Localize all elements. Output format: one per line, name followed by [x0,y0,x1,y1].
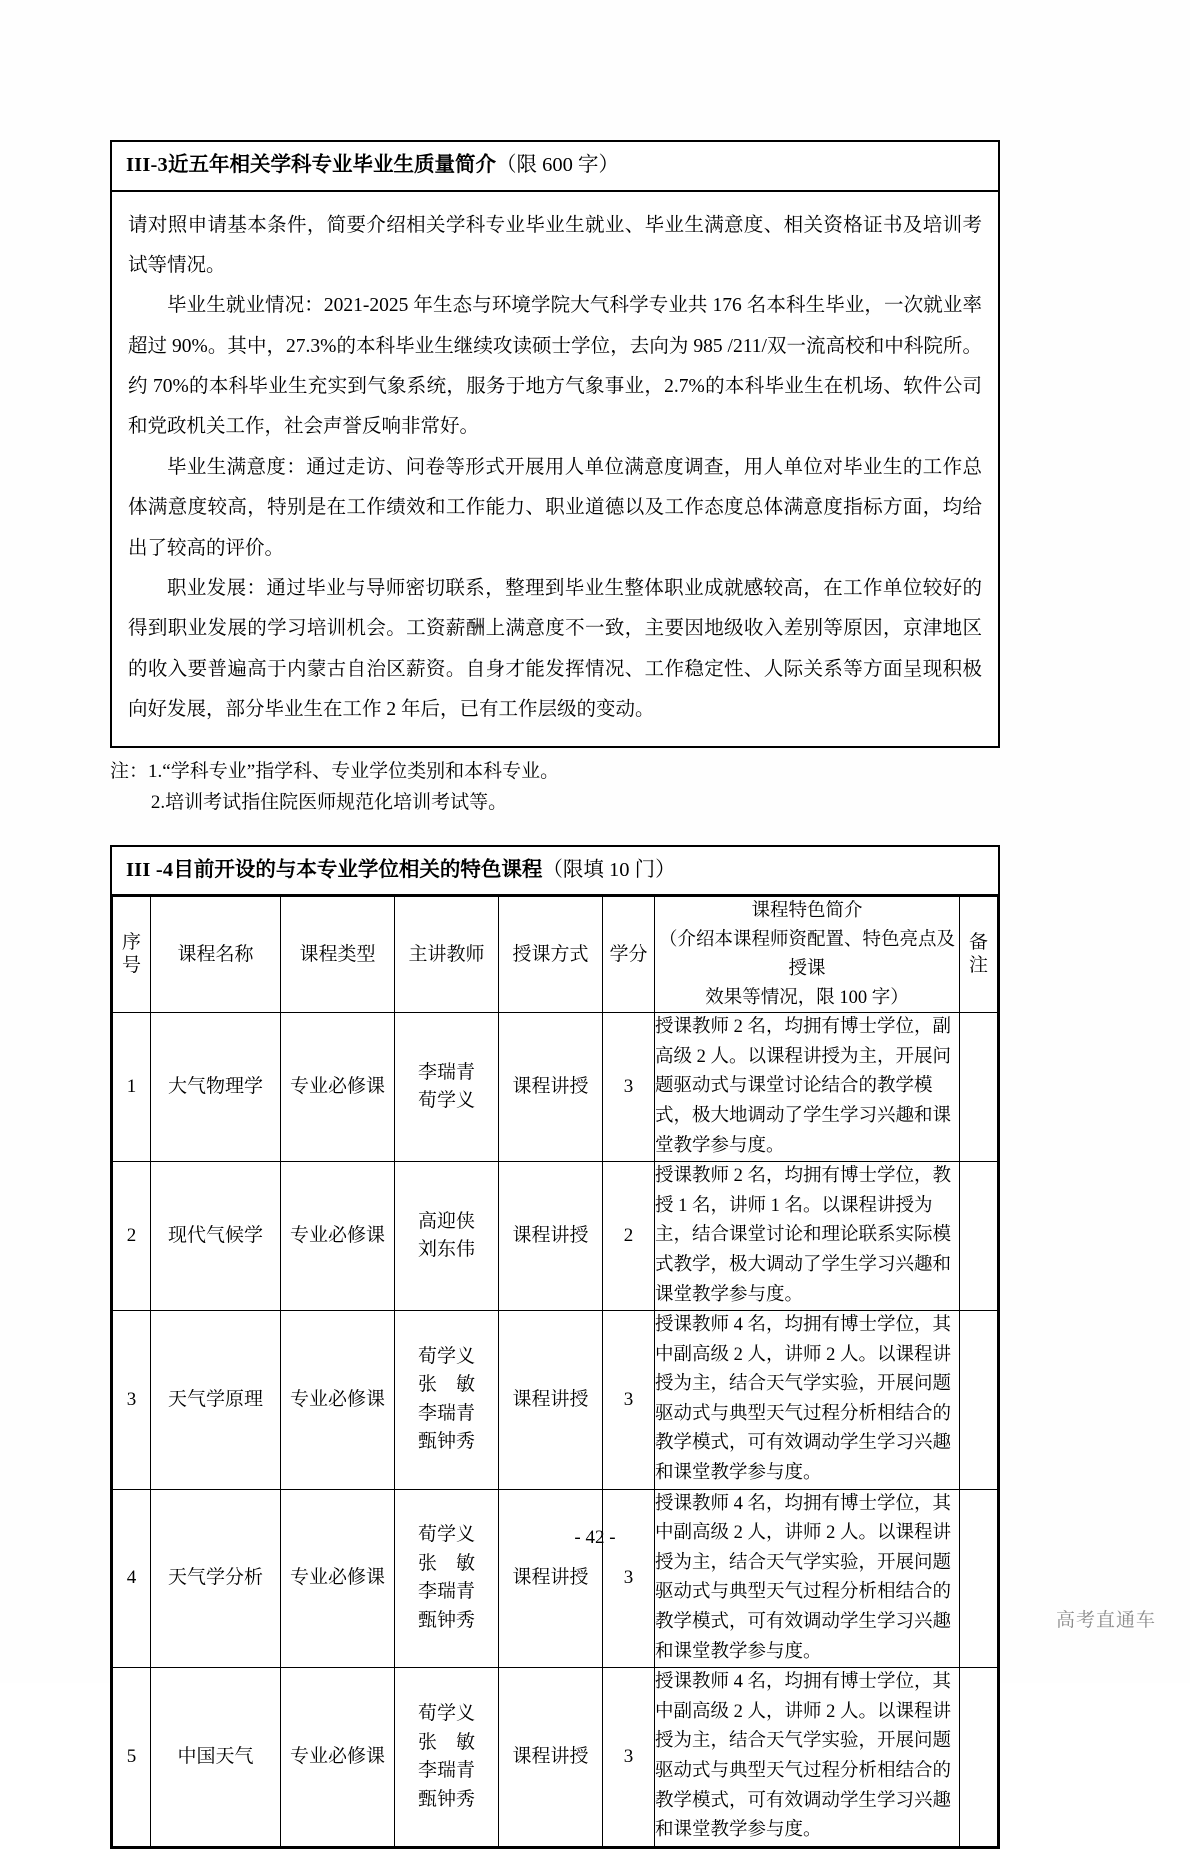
cell-no: 4 [113,1489,151,1668]
header-no [113,897,151,1013]
header-remark-line1: 备 [968,932,988,954]
cell-no: 3 [113,1311,151,1490]
table-row [113,1489,998,1668]
cell-credit: 3 [603,1668,655,1847]
notes-label: 注： [110,761,149,783]
section-iii-3-limit: （限 600 字） [496,154,620,176]
cell-description: 授课教师 2 名，均拥有博士学位，教授 1 名，讲师 1 名。以课程讲授为主，结合课堂讨论和理论联系实际模式教学，极大调动了学生学习兴趣和课堂教学参与度。 [655,1162,960,1311]
teacher-name: 李瑞青 [417,1402,475,1424]
cell-teaching-mode: 课程讲授 [499,1162,603,1311]
teacher-name: 荀学义 [417,1345,475,1367]
cell-remark [960,1162,998,1311]
section-iii-3-body [112,192,998,747]
teacher-name: 李瑞青 [417,1760,475,1782]
header-remark [960,897,998,1013]
cell-remark [960,1013,998,1162]
header-teaching-mode: 授课方式 [499,897,603,1013]
paragraph-career-development: 职业发展：通过毕业与导师密切联系，整理到毕业生整体职业成就感较高，在工作单位较好的得到职业发展的学习培训机会。工资薪酬上满意度不一致，主要因地级收入差别等原因，京津地区的收入要普遍高于内蒙古自治区薪资。自身才能发挥情况、工作稳定性、人际关系等方面呈现积极向好发展，部分毕业生在工作 2 年后，已有工作层级的变动。 [128,577,982,720]
cell-course-name: 中国天气 [151,1668,281,1847]
table-row [113,1162,998,1311]
cell-description: 授课教师 4 名，均拥有博士学位，其中副高级 2 人，讲师 2 人。以课程讲授为主，结合天气学实验，开展问题驱动式与典型天气过程分析相结合的教学模式，可有效调动学生学习兴趣和课堂教学参与度。 [655,1311,960,1490]
table-row [113,1668,998,1847]
section-iii-4-number: III -4 [126,858,174,881]
note-line-1 [110,757,1000,788]
cell-teaching-mode: 课程讲授 [499,1013,603,1162]
cell-remark [960,1311,998,1490]
note-item-1: 1.“学科专业”指学科、专业学位类别和本科专业。 [148,761,560,783]
teacher-name: 甄钟秀 [417,1431,475,1453]
section-iii-3-number: III-3 [126,154,169,176]
cell-remark [960,1668,998,1847]
cell-teaching-mode: 课程讲授 [499,1668,603,1847]
table-header-row [113,897,998,1013]
note-line-2 [110,788,1000,819]
paragraph-employment: 毕业生就业情况：2021-2025 年生态与环境学院大气科学专业共 176 名本科生毕业，一次就业率超过 90%。其中，27.3%的本科毕业生继续攻读硕士学位，去向为 985 /211/双一流高校和中科院所。约 70%的本科毕业生充实到气象系统，服务于地方气象事业，2.7%的本科毕业生在机场、软件公司和党政机关工作，社会声誉反响非常好。 [128,295,982,438]
page-content [110,140,1000,1849]
cell-no: 1 [113,1013,151,1162]
header-desc-line3: 效果等情况，限 100 字） [705,987,909,1008]
cell-credit: 3 [603,1311,655,1490]
teacher-name: 荀学义 [417,1090,475,1112]
cell-credit: 2 [603,1162,655,1311]
header-course-type: 课程类型 [281,897,395,1013]
teacher-name: 李瑞青 [417,1581,475,1603]
cell-teaching-mode: 课程讲授 [499,1489,603,1668]
section-iii-4 [110,845,1000,1849]
section-iii-3-title: 近五年相关学科专业毕业生质量简介 [168,154,497,176]
header-course-description [655,897,960,1013]
header-desc-line2: （介绍本课程师资配置、特色亮点及授课 [658,930,955,979]
cell-course-name: 天气学分析 [151,1489,281,1668]
course-table-body [113,1013,998,1847]
teacher-name: 张 敏 [417,1374,475,1396]
header-desc-line1: 课程特色简介 [751,901,863,922]
header-no-line2: 号 [121,954,141,976]
cell-no: 5 [113,1668,151,1847]
course-table [112,896,998,1846]
cell-no: 2 [113,1162,151,1311]
cell-teachers [395,1668,499,1847]
cell-course-type: 专业必修课 [281,1162,395,1311]
watermark: 高考直通车 [1055,1610,1156,1631]
cell-description: 授课教师 4 名，均拥有博士学位，其中副高级 2 人，讲师 2 人。以课程讲授为主，结合天气学实验，开展问题驱动式与典型天气过程分析相结合的教学模式，可有效调动学生学习兴趣和课堂教学参与度。 [655,1668,960,1847]
teacher-name: 张 敏 [417,1552,475,1574]
teacher-name: 刘东伟 [417,1239,475,1261]
cell-remark [960,1489,998,1668]
teacher-name: 荀学义 [417,1524,475,1546]
paragraph-intro: 请对照申请基本条件，简要介绍相关学科专业毕业生就业、毕业生满意度、相关资格证书及培训考试等情况。 [128,214,982,276]
notes-block [110,757,1000,819]
cell-teachers [395,1162,499,1311]
section-iii-3-header [112,142,998,192]
header-no-line1: 序 [121,932,141,954]
cell-teachers [395,1489,499,1668]
cell-description: 授课教师 2 名，均拥有博士学位，副高级 2 人。以课程讲授为主，开展问题驱动式与课堂讨论结合的教学模式，极大地调动了学生学习兴趣和课堂教学参与度。 [655,1013,960,1162]
header-course-name: 课程名称 [151,897,281,1013]
cell-course-type: 专业必修课 [281,1311,395,1490]
table-row [113,1013,998,1162]
cell-course-type: 专业必修课 [281,1013,395,1162]
note-item-2: 2.培训考试指住院医师规范化培训考试等。 [150,792,508,814]
teacher-name: 甄钟秀 [417,1788,475,1810]
section-iii-3 [110,140,1000,748]
paragraph-satisfaction: 毕业生满意度：通过走访、问卷等形式开展用人单位满意度调查，用人单位对毕业生的工作总体满意度较高，特别是在工作绩效和工作能力、职业道德以及工作态度总体满意度指标方面，均给出了较高的评价。 [128,456,982,559]
section-iii-4-limit: （限填 10 门） [542,858,676,881]
teacher-name: 张 敏 [417,1731,475,1753]
teacher-name: 高迎侠 [417,1210,475,1232]
cell-description: 授课教师 4 名，均拥有博士学位，其中副高级 2 人，讲师 2 人。以课程讲授为主，结合天气学实验，开展问题驱动式与典型天气过程分析相结合的教学模式，可有效调动学生学习兴趣和课堂教学参与度。 [655,1489,960,1668]
header-teacher: 主讲教师 [395,897,499,1013]
section-iii-4-title: 目前开设的与本专业学位相关的特色课程 [173,858,543,881]
teacher-name: 李瑞青 [417,1061,475,1083]
page-number: - 42 - [574,1527,616,1548]
cell-credit: 3 [603,1013,655,1162]
cell-course-name: 现代气候学 [151,1162,281,1311]
cell-teachers [395,1013,499,1162]
cell-course-type: 专业必修课 [281,1668,395,1847]
cell-teachers [395,1311,499,1490]
teacher-name: 荀学义 [417,1703,475,1725]
cell-teaching-mode: 课程讲授 [499,1311,603,1490]
cell-credit: 3 [603,1489,655,1668]
header-remark-line2: 注 [968,954,988,976]
cell-course-name: 天气学原理 [151,1311,281,1490]
header-credit: 学分 [603,897,655,1013]
section-iii-4-header [112,847,998,897]
teacher-name: 甄钟秀 [417,1609,475,1631]
cell-course-type: 专业必修课 [281,1489,395,1668]
table-row [113,1311,998,1490]
cell-course-name: 大气物理学 [151,1013,281,1162]
